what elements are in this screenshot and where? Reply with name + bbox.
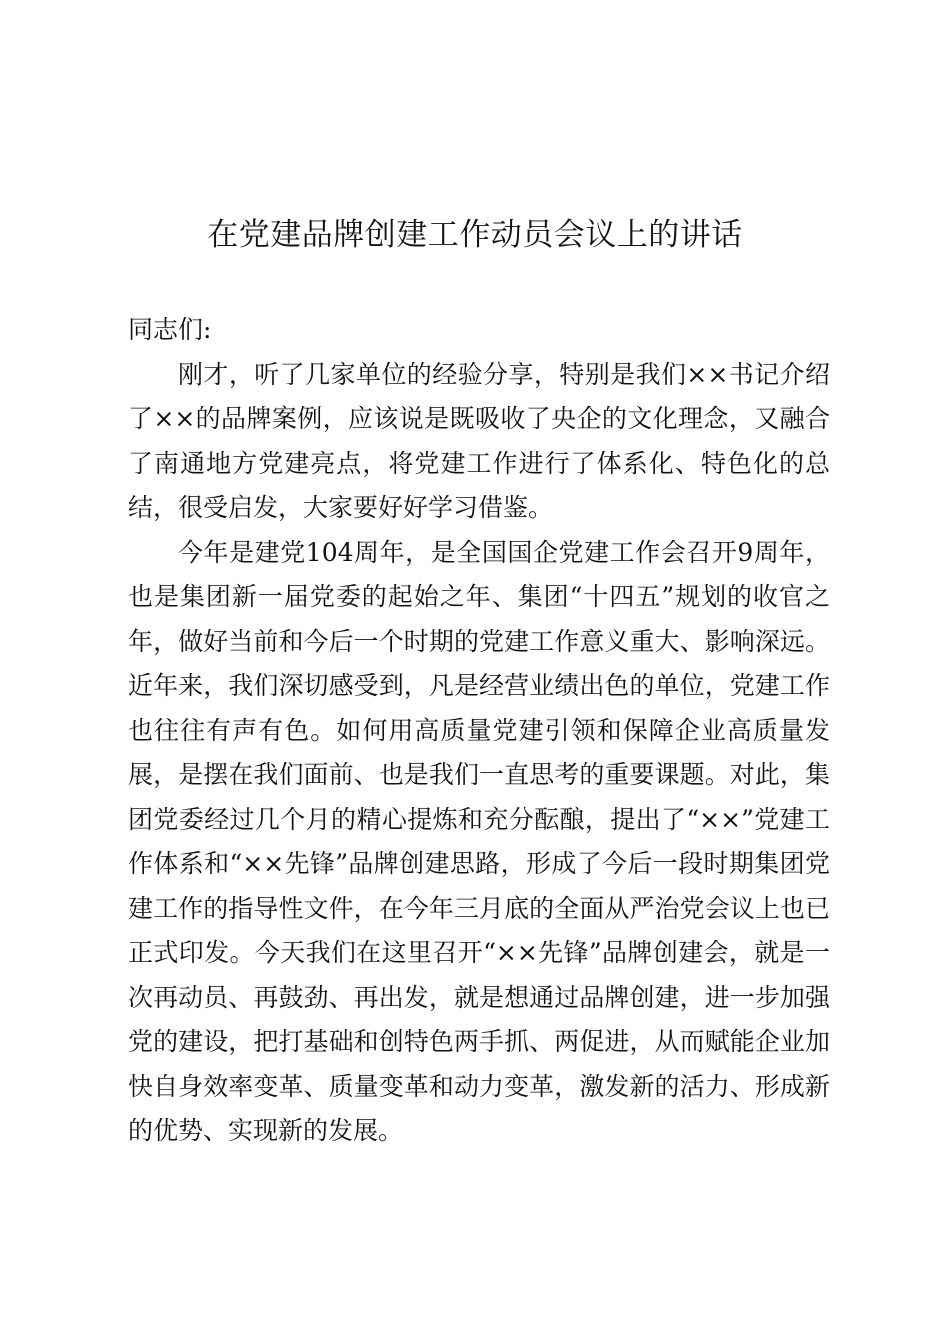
paragraph-2: 今年是建党104周年，是全国国企党建工作会召开9周年，也是集团新一届党委的起始之年、集团“十四五”规划的收官之年，做好当前和今后一个时期的党建工作意义重大、影响深远。近年来，我们深切感受到，凡是经营业绩出色的单位，党建工作也往往有声有色。如何用高质量党建引领和保障企业高质量发展，是摆在我们面前、也是我们一直思考的重要课题。对此，集团党委经过几个月的精心提炼和充分酝酿，提出了“××”党建工作体系和“××先锋”品牌创建思路，形成了今后一段时期集团党建工作的指导性文件，在今年三月底的全面从严治党会议上也已正式印发。今天我们在这里召开“××先锋”品牌创建会，就是一次再动员、再鼓劲、再出发，就是想通过品牌创建，进一步加强党的建设，把打基础和创特色两手抓、两促进，从而赋能企业加快自身效率变革、质量变革和动力变革，激发新的活力、形成新的优势、实现新的发展。: [128, 537, 830, 1145]
salutation: 同志们:: [128, 315, 212, 344]
document-body: [128, 308, 830, 1154]
paragraph-1: 刚才，听了几家单位的经验分享，特别是我们××书记介绍了××的品牌案例，应该说是既吸收了央企的文化理念，又融合了南通地方党建亮点，将党建工作进行了体系化、特色化的总结，很受启发，大家要好好学习借鉴。: [128, 359, 830, 522]
document-title: 在党建品牌创建工作动员会议上的讲话: [207, 217, 743, 253]
